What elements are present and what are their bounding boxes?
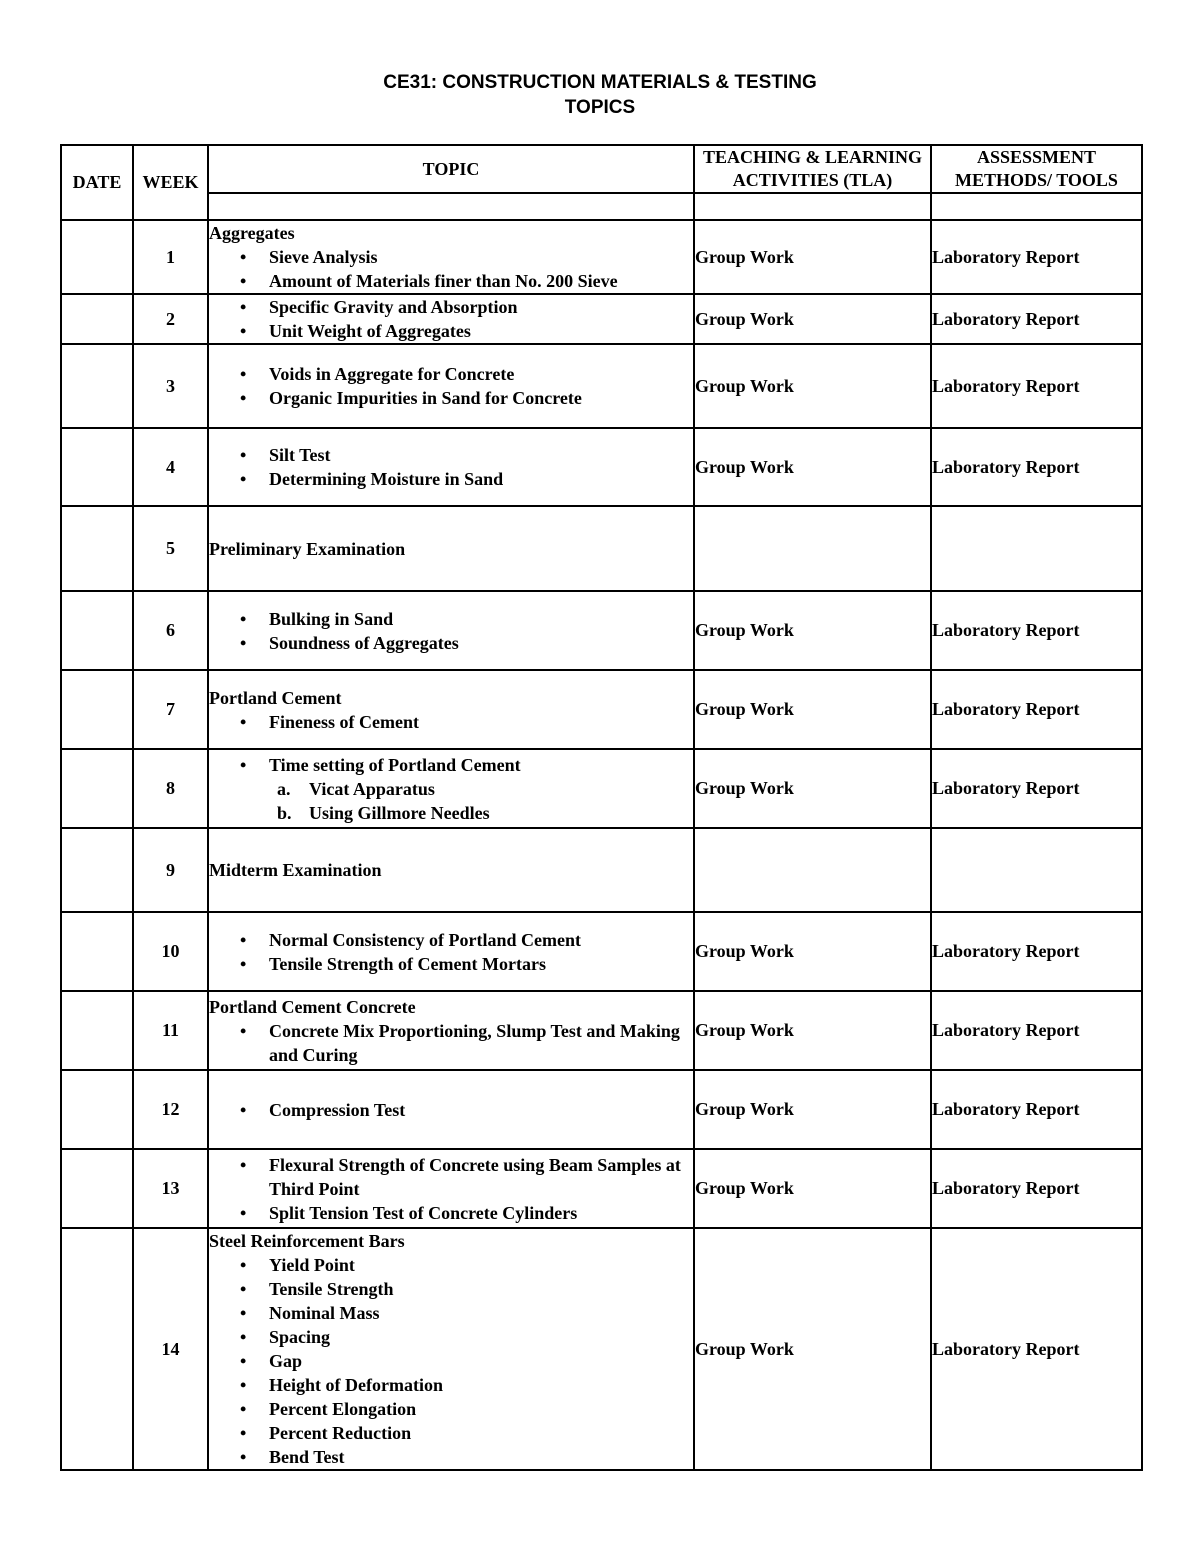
week-cell: 5 bbox=[133, 506, 208, 591]
tla-cell: Group Work bbox=[694, 428, 931, 506]
week-cell: 8 bbox=[133, 749, 208, 828]
list-item: • Flexural Strength of Concrete using Beam Samples at Third Point bbox=[209, 1153, 693, 1201]
spacer-cell bbox=[208, 193, 694, 220]
list-item: • Soundness of Aggregates bbox=[209, 631, 693, 655]
date-cell bbox=[61, 344, 133, 428]
topic-list bbox=[209, 443, 693, 491]
tla-cell: Group Work bbox=[694, 912, 931, 991]
sub-list-item bbox=[209, 801, 693, 825]
date-cell bbox=[61, 828, 133, 912]
topic-list bbox=[209, 1019, 693, 1067]
tla-cell: Group Work bbox=[694, 344, 931, 428]
list-item: • Sieve Analysis bbox=[209, 245, 693, 269]
tla-cell: Group Work bbox=[694, 1228, 931, 1470]
list-item: • Split Tension Test of Concrete Cylinders bbox=[209, 1201, 693, 1225]
topic-heading: Portland Cement Concrete bbox=[209, 996, 416, 1017]
spacer-cell bbox=[931, 193, 1142, 220]
tla-cell: Group Work bbox=[694, 1070, 931, 1149]
list-item: • Spacing bbox=[209, 1325, 693, 1349]
list-item: • Concrete Mix Proportioning, Slump Test and Making and Curing bbox=[209, 1019, 693, 1067]
topic-list bbox=[209, 362, 693, 410]
topic-list bbox=[209, 607, 693, 655]
week-cell: 1 bbox=[133, 220, 208, 294]
tla-cell: Group Work bbox=[694, 591, 931, 670]
topic-list bbox=[209, 753, 693, 777]
assessment-cell: Laboratory Report bbox=[931, 1228, 1142, 1470]
week-cell: 2 bbox=[133, 294, 208, 344]
topic-list bbox=[209, 1153, 693, 1225]
topic-cell bbox=[208, 912, 694, 991]
table-row bbox=[61, 912, 1142, 991]
topic-list bbox=[209, 1253, 693, 1469]
document-subtitle: TOPICS bbox=[564, 97, 636, 118]
sub-list-text: Using Gillmore Needles bbox=[309, 802, 490, 823]
table-row bbox=[61, 591, 1142, 670]
date-cell bbox=[61, 1070, 133, 1149]
date-cell bbox=[61, 1149, 133, 1228]
list-item: • Normal Consistency of Portland Cement bbox=[209, 928, 693, 952]
week-cell: 13 bbox=[133, 1149, 208, 1228]
sub-list-marker: b. bbox=[277, 802, 292, 823]
date-cell bbox=[61, 220, 133, 294]
date-cell bbox=[61, 991, 133, 1070]
list-item: • Bulking in Sand bbox=[209, 607, 693, 631]
tla-cell: Group Work bbox=[694, 294, 931, 344]
table-row bbox=[61, 294, 1142, 344]
list-item: • Height of Deformation bbox=[209, 1373, 693, 1397]
tla-cell: Group Work bbox=[694, 991, 931, 1070]
topic-cell bbox=[208, 591, 694, 670]
date-cell bbox=[61, 428, 133, 506]
tla-cell: Group Work bbox=[694, 1149, 931, 1228]
tla-cell bbox=[694, 506, 931, 591]
header-spacer-row bbox=[61, 193, 1142, 220]
assessment-cell: Laboratory Report bbox=[931, 912, 1142, 991]
topic-list bbox=[209, 1098, 693, 1122]
assessment-cell: Laboratory Report bbox=[931, 294, 1142, 344]
table-body bbox=[61, 220, 1142, 1470]
table-row bbox=[61, 506, 1142, 591]
list-item: • Voids in Aggregate for Concrete bbox=[209, 362, 693, 386]
topic-cell bbox=[208, 344, 694, 428]
week-cell: 7 bbox=[133, 670, 208, 749]
spacer-cell bbox=[694, 193, 931, 220]
list-item: • Unit Weight of Aggregates bbox=[209, 319, 693, 343]
list-item: • Compression Test bbox=[209, 1098, 693, 1122]
date-cell bbox=[61, 506, 133, 591]
assessment-cell: Laboratory Report bbox=[931, 1070, 1142, 1149]
assessment-cell: Laboratory Report bbox=[931, 428, 1142, 506]
topic-heading: Steel Reinforcement Bars bbox=[209, 1231, 405, 1251]
list-item: • Organic Impurities in Sand for Concrete bbox=[209, 386, 693, 410]
document-title: CE31: CONSTRUCTION MATERIALS & TESTING bbox=[383, 72, 817, 93]
header-date: DATE bbox=[61, 145, 133, 220]
week-cell: 4 bbox=[133, 428, 208, 506]
assessment-cell: Laboratory Report bbox=[931, 991, 1142, 1070]
week-cell: 9 bbox=[133, 828, 208, 912]
topic-cell bbox=[208, 1070, 694, 1149]
topic-list bbox=[209, 295, 693, 343]
list-item: • Silt Test bbox=[209, 443, 693, 467]
topic-cell bbox=[208, 828, 694, 912]
date-cell bbox=[61, 749, 133, 828]
topic-list bbox=[209, 710, 693, 734]
tla-cell: Group Work bbox=[694, 749, 931, 828]
list-item: • Fineness of Cement bbox=[209, 710, 693, 734]
date-cell bbox=[61, 591, 133, 670]
list-item: • Bend Test bbox=[209, 1445, 693, 1469]
table-row bbox=[61, 344, 1142, 428]
topic-cell bbox=[208, 991, 694, 1070]
week-cell: 6 bbox=[133, 591, 208, 670]
assessment-cell: Laboratory Report bbox=[931, 749, 1142, 828]
date-cell bbox=[61, 1228, 133, 1470]
assessment-cell bbox=[931, 506, 1142, 591]
table-row bbox=[61, 828, 1142, 912]
sub-list-text: Vicat Apparatus bbox=[309, 778, 435, 799]
date-cell bbox=[61, 912, 133, 991]
topic-cell bbox=[208, 428, 694, 506]
header-assessment: ASSESSMENT METHODS/ TOOLS bbox=[931, 145, 1142, 193]
assessment-cell: Laboratory Report bbox=[931, 591, 1142, 670]
week-cell: 10 bbox=[133, 912, 208, 991]
list-item: • Nominal Mass bbox=[209, 1301, 693, 1325]
week-cell: 11 bbox=[133, 991, 208, 1070]
header-week: WEEK bbox=[133, 145, 208, 220]
table-row bbox=[61, 670, 1142, 749]
table-row bbox=[61, 991, 1142, 1070]
topic-cell bbox=[208, 749, 694, 828]
topic-cell bbox=[208, 506, 694, 591]
tla-cell: Group Work bbox=[694, 220, 931, 294]
sub-list-marker: a. bbox=[277, 778, 291, 799]
header-topic: TOPIC bbox=[208, 145, 694, 193]
table-row bbox=[61, 749, 1142, 828]
assessment-cell: Laboratory Report bbox=[931, 344, 1142, 428]
tla-cell: Group Work bbox=[694, 670, 931, 749]
topic-heading: Portland Cement bbox=[209, 687, 342, 708]
topic-cell bbox=[208, 1228, 694, 1470]
assessment-cell bbox=[931, 828, 1142, 912]
tla-cell bbox=[694, 828, 931, 912]
list-item: • Specific Gravity and Absorption bbox=[209, 295, 693, 319]
list-item: • Amount of Materials finer than No. 200 Sieve bbox=[209, 269, 693, 293]
table-row bbox=[61, 1070, 1142, 1149]
week-cell: 12 bbox=[133, 1070, 208, 1149]
header-tla: TEACHING & LEARNING ACTIVITIES (TLA) bbox=[694, 145, 931, 193]
date-cell bbox=[61, 294, 133, 344]
sub-list-item bbox=[209, 777, 693, 801]
list-item: • Determining Moisture in Sand bbox=[209, 467, 693, 491]
week-cell: 14 bbox=[133, 1228, 208, 1470]
topic-cell bbox=[208, 670, 694, 749]
topic-heading: Aggregates bbox=[209, 223, 295, 243]
header-row bbox=[61, 145, 1142, 193]
list-item: • Percent Elongation bbox=[209, 1397, 693, 1421]
table-row bbox=[61, 1149, 1142, 1228]
list-item: • Tensile Strength bbox=[209, 1277, 693, 1301]
topic-sublist bbox=[209, 777, 693, 825]
list-item: • Time setting of Portland Cement bbox=[209, 753, 693, 777]
assessment-cell: Laboratory Report bbox=[931, 220, 1142, 294]
assessment-cell: Laboratory Report bbox=[931, 1149, 1142, 1228]
list-item: • Percent Reduction bbox=[209, 1421, 693, 1445]
date-cell bbox=[61, 670, 133, 749]
topic-cell bbox=[208, 294, 694, 344]
list-item: • Tensile Strength of Cement Mortars bbox=[209, 952, 693, 976]
list-item: • Yield Point bbox=[209, 1253, 693, 1277]
topics-table bbox=[60, 144, 1143, 1471]
topic-heading: Midterm Examination bbox=[209, 860, 382, 880]
assessment-cell: Laboratory Report bbox=[931, 670, 1142, 749]
table-row bbox=[61, 428, 1142, 506]
week-cell: 3 bbox=[133, 344, 208, 428]
table-row bbox=[61, 220, 1142, 294]
topic-list bbox=[209, 245, 693, 293]
topic-list bbox=[209, 928, 693, 976]
topic-heading: Preliminary Examination bbox=[209, 538, 406, 559]
topic-cell bbox=[208, 1149, 694, 1228]
table-row bbox=[61, 1228, 1142, 1470]
list-item: • Gap bbox=[209, 1349, 693, 1373]
topic-cell bbox=[208, 220, 694, 294]
